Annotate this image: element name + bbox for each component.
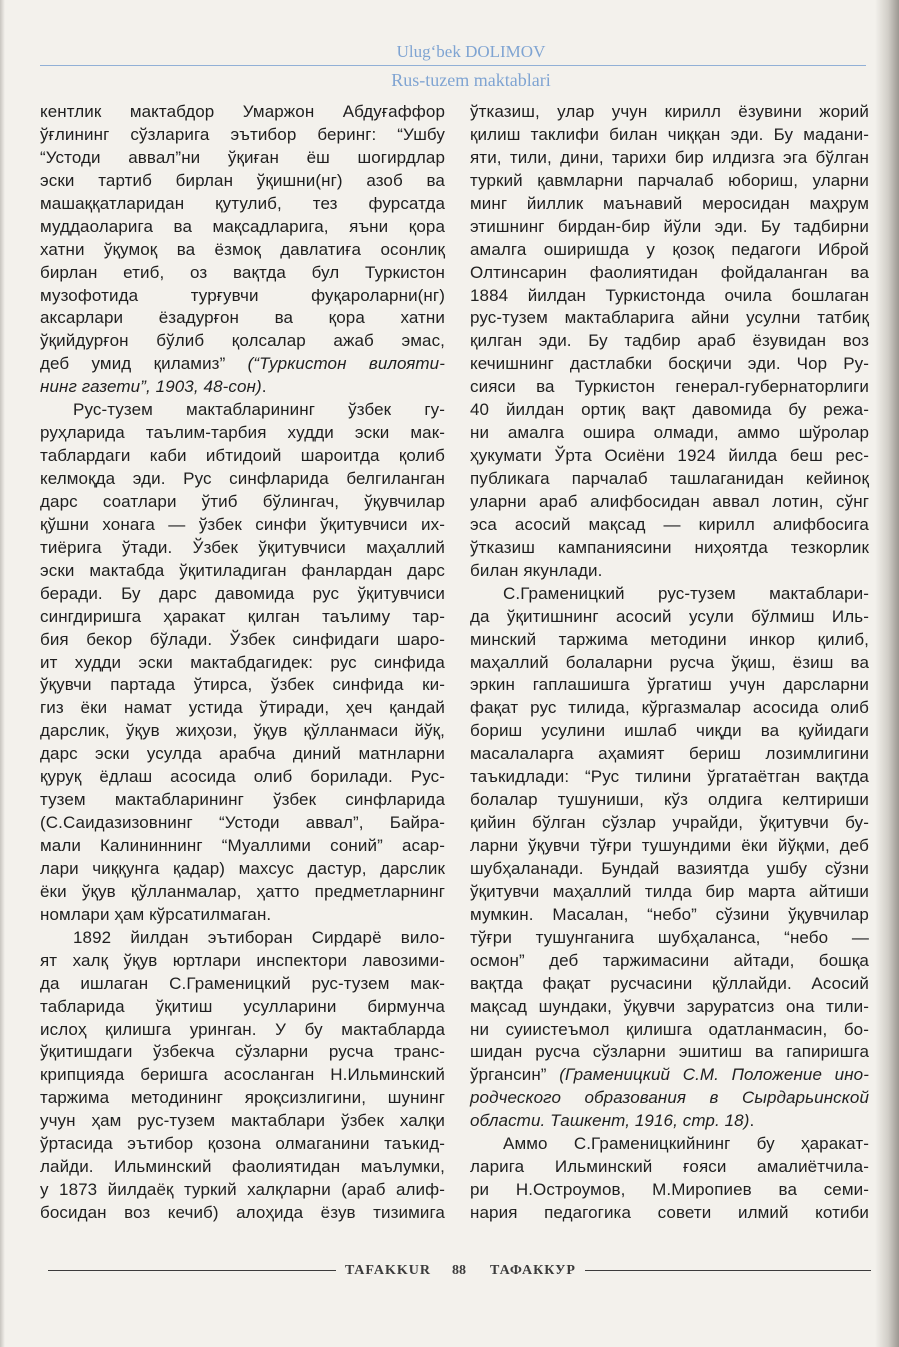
text-line: билан якунлади.	[470, 560, 603, 580]
text-line: таъкидлади: “Рус тилини ўргатаётган вақтда	[470, 767, 869, 787]
paragraph	[470, 583, 869, 1134]
text-line: публикага парчалаб ташлаганидан кейиноқ	[470, 469, 869, 488]
text-line: мали Калининнинг “Муаллими соний” асар-	[40, 836, 445, 855]
text-line: эски тартиб бирлан ўқишни(нг) азоб ва	[40, 170, 445, 190]
text-line: “Устоди аввал”ни ўқиған ёш шогирдлар	[40, 147, 445, 167]
left-column	[40, 101, 445, 1225]
text-line: гиз ёки намат устида ўтиради, ҳеч қандай	[40, 698, 445, 718]
footer-magazine-name-cyrillic: ТАФАККУР	[490, 1263, 576, 1278]
text-line: эски мактабда ўқитиладиган фанлардан дарс	[40, 560, 445, 580]
text-line: ни амалга ошира олмади, аммо шўролар	[470, 423, 869, 443]
text-line	[470, 1064, 869, 1087]
text-line: яти, тили, дини, тарихи бир илдизга эга бўлган	[470, 147, 869, 167]
text-line: фақат рус тилида, кўргазмалар асосида олиб	[470, 698, 869, 718]
text-line: ўқитишдаги ўзбекча сўзларни русча транс-	[40, 1042, 445, 1062]
text-line: руҳларида таълим-тарбия худди эски мак-	[40, 423, 445, 443]
text-line: Олтинсарин фаолиятидан фойдаланган ва	[470, 262, 869, 282]
text-line: дарслик, ўқув жиҳози, ўқув қўлланмаси йўқ,	[40, 721, 445, 741]
text-line: қийин бўлган сўзлар учрайди, ўқитувчи бу-	[470, 813, 869, 833]
text-line: шубҳаланади. Бундай вазиятда ушбу сўзни	[470, 858, 869, 878]
text-line: табларида ўқитиш усулларини бирмунча	[40, 996, 445, 1016]
text-line: қуруқ ёдлаш асосида олиб борилади. Рус-	[40, 767, 445, 787]
text-line: беради. Бу дарс давомида рус ўқитувчиси	[40, 583, 445, 603]
text-line: тиёрига ўтади. Ўзбек ўқитувчиси маҳаллий	[40, 537, 445, 557]
text-line: ўқитувчи маҳаллий тилда бир марта айтиши	[470, 881, 869, 901]
running-head-author: Ulug‘bek DOLIMOV	[396, 42, 546, 61]
italic-citation: нинг газети”, 1903, 48-сон)	[40, 377, 262, 397]
text-line: эркин гаплашишга ўргатиш учун дарсларни	[470, 675, 869, 695]
text-line: сингдиришга ҳаракат қилган таълиму тар-	[40, 606, 445, 626]
text-line: Аммо С.Граменицкийнинг бу ҳаракат-	[503, 1134, 869, 1154]
text-line: дарс соатлари ўтиб бўлингач, ўқувчилар	[40, 491, 445, 511]
italic-citation: области. Ташкент, 1916, стр. 18)	[470, 1111, 750, 1131]
text-line	[40, 353, 445, 376]
text-line: минский таржима методини инкор қилиб,	[470, 629, 869, 649]
text-line: босидан воз кечиб) алоҳида ёзув тизимига	[40, 1203, 445, 1222]
text-line: сияси ва Туркистон генерал-губернаторлиги	[470, 377, 869, 397]
paragraph	[470, 101, 869, 583]
paragraph	[40, 399, 445, 927]
paragraph	[470, 1133, 869, 1225]
paragraph	[40, 101, 445, 399]
text-line: минг йиллик маънавий меросидан маҳрум	[470, 193, 869, 213]
text-line: туркий қавмларни парчалаб юбориш, уларни	[470, 170, 869, 190]
text-line: рус-тузем мактабларига айни усулни татбиқ	[470, 308, 869, 328]
page-edge-shadow-left	[0, 0, 5, 1347]
text-line: этишнинг бирдан-бир йўли эди. Бу тадбирни	[470, 216, 869, 236]
text-line: маҳаллий болаларни русча ўқиш, ёзиш ва	[470, 652, 869, 672]
running-head-section-title: Rus-tuzem maktablari	[391, 70, 551, 90]
page-edge-shadow-right	[875, 0, 899, 1347]
text-line: вақтда фақат русчасини қўллайди. Асосий	[470, 973, 869, 993]
text-line: таржима методининг яроқсизлигини, шунинг	[40, 1088, 445, 1108]
text-line: учун ҳам рус-тузем мактаблари ўзбек халқи	[40, 1111, 445, 1131]
italic-citation: родческого образования в Сырдарьинской	[470, 1088, 869, 1108]
text-line: масалаларга аҳамият бериш лозимлигини	[470, 744, 869, 764]
text-line: ўтказиш кампаниясини ниҳоятда тезкорлик	[470, 537, 869, 557]
text-line: 1892 йилдан эътиборан Сирдарё вило-	[73, 927, 445, 947]
page-number: 88	[452, 1263, 466, 1278]
text-line: у 1873 йилдаёқ туркий халқларни (араб алиф-	[40, 1180, 445, 1200]
text-line: лайди. Ильминский фаолиятидан маълумки,	[40, 1157, 445, 1177]
footer-rule-left	[48, 1270, 336, 1271]
text-line: ўқувчи партада ўтирса, ўзбек синфида ки-	[40, 675, 445, 695]
text-line: ри Н.Остроумов, М.Миропиев ва семи-	[470, 1180, 869, 1200]
text-line: шидан русча сўзларни эшитиш ва гапиришга	[470, 1042, 869, 1062]
text-line	[470, 1110, 869, 1133]
text-line: бия бекор бўлади. Ўзбек синфидаги шаро-	[40, 629, 445, 649]
text-line: ёки ўқув қўлланмалар, ҳатто предметларнинг	[40, 881, 445, 901]
text-line: номлари ҳам кўрсатилмаган.	[40, 904, 272, 924]
text-line: ят халқ ўқув юртлари инспектори лавозими-	[40, 950, 445, 970]
text-run: ўргансин”	[470, 1065, 560, 1085]
text-line: Рус-тузем мактабларининг ўзбек гу-	[73, 400, 445, 420]
text-line: кентлик мактабдор Умаржон Абдуғаффор	[40, 102, 445, 121]
text-line: келмоқда эди. Рус синфларида белгиланган	[40, 469, 445, 488]
text-line: уларни араб алифбосидан аввал лотин, сўнг	[470, 491, 869, 511]
text-line: аксарлари ёзадурғон ва қора хатни	[40, 308, 445, 328]
text-line: музофотида турғувчи фуқароларни(нг)	[40, 285, 445, 305]
text-run: .	[749, 1111, 755, 1131]
text-line: мақсад шундаки, ўқувчи заруратсиз она тили-	[470, 996, 869, 1016]
text-line: кечишнинг дастлабки босқичи эди. Чор Ру-	[470, 354, 869, 374]
footer-rule-right	[585, 1270, 871, 1271]
text-line: қилган эди. Бу тадбир араб ёзувидан воз	[470, 331, 869, 351]
text-line: тўғри тушунганига шубҳаланса, “небо —	[470, 927, 869, 947]
text-line	[470, 1087, 869, 1110]
text-line	[40, 376, 445, 399]
text-line: да ўқитишнинг асосий усули бўлмиш Иль-	[470, 606, 869, 626]
text-line: хатни ўқумоқ ва ёзмоқ давлатиға осонлиқ	[40, 239, 445, 259]
italic-citation: (Граменицкий С.М. Положение ино-	[559, 1065, 869, 1085]
text-line: муддаоларига ва мақсадларига, яъни қора	[40, 216, 445, 236]
text-line: амалга оширишда у қозоқ педагоги Иброй	[470, 239, 869, 259]
running-head-rule	[40, 65, 866, 66]
text-line: ўғлининг сўзларига эътибор беринг: “Ушбу	[40, 124, 445, 144]
text-line: ит худди эски мактабдагидек: рус синфида	[40, 652, 445, 672]
text-line: С.Граменицкий рус-тузем мактаблари-	[503, 583, 869, 603]
text-line: ислоҳ қилишга уринган. У бу мактабларда	[40, 1019, 445, 1039]
text-line: ўтказиш, улар учун кирилл ёзувини жорий	[470, 102, 869, 121]
text-line: қўшни хонага — ўзбек синфи ўқитувчиси их-	[40, 514, 445, 534]
text-line: эса асосий мақсад — кирилл алифбосига	[470, 514, 869, 534]
text-line: машаққатларидан қутулиб, тез фурсатда	[40, 193, 445, 213]
text-line: нария педагогика совети илмий котиби	[470, 1203, 869, 1222]
text-line: таблардаги каби ибтидоий шароитда қолиб	[40, 446, 445, 466]
text-line: тузем мактабларининг ўзбек синфларида	[40, 790, 445, 810]
italic-citation: (“Туркистон вилояти-	[247, 354, 445, 374]
text-line: ни суиистеъмол қилишга одатланмасин, бо-	[470, 1019, 869, 1039]
text-line: бориш усулини ишлаб чиқди ва қуйидаги	[470, 721, 869, 741]
text-line: ўқийдурғон бўлиб қолсалар ажаб эмас,	[40, 331, 445, 351]
text-line: 1884 йилдан Туркистонда очила бошлаган	[470, 285, 869, 305]
text-line: ларни ўқувчи тўғри тушундими ёки йўқми, деб	[470, 836, 869, 855]
footer-magazine-name-latin: TAFAKKUR	[345, 1263, 432, 1278]
text-line: мумкин. Масалан, “небо” сўзини ўқувчилар	[470, 904, 869, 924]
text-line: дарс эски усулда арабча диний матнларни	[40, 744, 445, 764]
text-line: лари чиққунга қадар) махсус дастур, дарслик	[40, 858, 445, 878]
text-run: деб умид қиламиз”	[40, 354, 248, 374]
text-line: ўртасида эътибор қозона олмаганини таъкид-	[40, 1134, 445, 1154]
text-line: қилиш таклифи билан чиққан эди. Бу мадани-	[470, 124, 869, 144]
text-line: крипцияда беришга асосланган Н.Ильминский	[40, 1065, 445, 1085]
text-line: 40 йилдан ортиқ вақт давомида бу режа-	[470, 400, 869, 420]
text-line: осмон” деб таржимасини айтади, бошқа	[470, 950, 869, 970]
text-line: болалар тушуниши, кўз олдига келтириши	[470, 790, 869, 810]
right-column	[470, 101, 869, 1225]
text-run: .	[261, 377, 267, 397]
text-line: бирлан етиб, оз вақтда бул Туркистон	[40, 262, 445, 282]
text-line: да ишлаган С.Граменицкий рус-тузем мак-	[40, 973, 445, 993]
text-line: ҳукумати Ўрта Осиёни 1924 йилда беш рес-	[470, 446, 869, 466]
paragraph	[40, 927, 445, 1225]
text-line: (С.Саидазизовнинг “Устоди аввал”, Байра-	[40, 813, 445, 833]
text-line: ларига Ильминский ғояси амалиётчила-	[470, 1157, 869, 1177]
